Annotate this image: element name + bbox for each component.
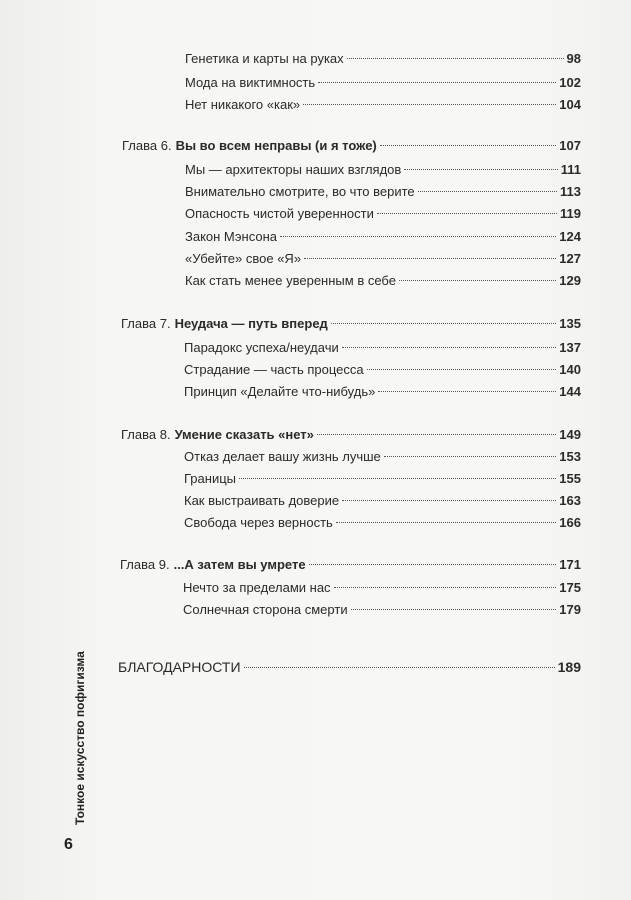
toc-entry-title: Страдание — часть процесса — [184, 362, 364, 377]
chapter-title: Вы во всем неправы (и я тоже) — [175, 138, 377, 153]
chapter-prefix: Глава 7. — [121, 316, 171, 331]
dot-leader — [244, 667, 555, 668]
chapter-title: Умение сказать «нет» — [174, 427, 314, 442]
toc-entry — [185, 205, 581, 223]
dot-leader — [347, 58, 564, 59]
toc-page-number: 127 — [559, 251, 581, 266]
toc-entry-title: Мода на виктимность — [185, 75, 316, 90]
toc-page-number: 149 — [559, 427, 581, 442]
back-matter-title: БЛАГОДАРНОСТИ — [118, 659, 241, 675]
toc-page-number: 102 — [559, 75, 581, 90]
dot-leader — [331, 323, 556, 324]
chapter-title: ...А затем вы умрете — [173, 557, 306, 572]
toc-entry — [185, 183, 581, 201]
toc-page-number: 124 — [559, 229, 581, 244]
dot-leader — [404, 169, 557, 170]
toc-entry — [184, 514, 581, 532]
dot-leader — [418, 191, 557, 192]
toc-entry-title: Нет никакого «как» — [185, 97, 301, 112]
dot-leader — [303, 104, 556, 105]
dot-leader — [384, 456, 557, 457]
toc-chapter-heading — [122, 137, 581, 155]
dot-leader — [380, 145, 557, 146]
toc-page-number: 163 — [559, 493, 581, 508]
toc-page-number: 104 — [559, 97, 581, 112]
running-head: Тонкое искусство пофигизма — [73, 651, 87, 825]
toc-entry-title: Отказ делает вашу жизнь лучше — [184, 449, 381, 464]
toc-entry — [184, 383, 581, 401]
dot-leader — [377, 213, 557, 214]
toc-page-number: 135 — [559, 316, 581, 331]
toc-entry-title: Закон Мэнсона — [185, 229, 278, 244]
dot-leader — [304, 258, 556, 259]
toc-entry — [184, 492, 581, 510]
toc-page-number: 113 — [560, 184, 581, 199]
toc-entry-title: Свобода через верность — [184, 515, 333, 530]
toc-page-number: 98 — [566, 51, 581, 66]
toc-page-number: 111 — [560, 162, 581, 177]
toc-entry — [185, 250, 581, 268]
chapter-prefix: Глава 8. — [121, 427, 171, 442]
dot-leader — [367, 369, 557, 370]
toc-page-number: 137 — [559, 340, 581, 355]
toc-page-number: 129 — [559, 273, 581, 288]
chapter-prefix: Глава 6. — [122, 138, 172, 153]
toc-entry-title: Генетика и карты на руках — [185, 51, 344, 66]
toc-page-number: 189 — [557, 659, 581, 675]
toc-chapter-heading — [120, 556, 581, 574]
toc-page-number: 166 — [559, 515, 581, 530]
toc-entry-title: Как выстраивать доверие — [184, 493, 340, 508]
toc-entry-title: Границы — [184, 471, 236, 486]
toc-entry-title: Опасность чистой уверенности — [185, 206, 374, 221]
dot-leader — [342, 500, 556, 501]
toc-entry — [185, 228, 581, 246]
chapter-prefix: Глава 9. — [120, 557, 170, 572]
toc-page-number: 119 — [560, 206, 581, 221]
toc-entry-title: Принцип «Делайте что-нибудь» — [184, 384, 376, 399]
dot-leader — [378, 391, 556, 392]
toc-entry — [184, 448, 581, 466]
toc-entry — [183, 579, 581, 597]
toc-entry — [184, 361, 581, 379]
dot-leader — [351, 609, 557, 610]
toc-entry — [185, 272, 581, 290]
dot-leader — [280, 236, 556, 237]
dot-leader — [342, 347, 557, 348]
toc-entry-title: Солнечная сторона смерти — [183, 602, 348, 617]
dot-leader — [309, 564, 557, 565]
dot-leader — [334, 587, 557, 588]
toc-entry — [185, 50, 581, 68]
toc-entry-title: «Убейте» свое «Я» — [185, 251, 302, 266]
chapter-title: Неудача — путь вперед — [174, 316, 328, 331]
dot-leader — [318, 82, 556, 83]
toc-page-number: 175 — [559, 580, 581, 595]
dot-leader — [336, 522, 556, 523]
toc-entry-title: Мы — архитекторы наших взглядов — [185, 162, 402, 177]
folio: 6 — [64, 836, 73, 853]
toc-back-matter — [118, 658, 581, 676]
toc-page-number: 153 — [559, 449, 581, 464]
toc-entry-title: Нечто за пределами нас — [183, 580, 331, 595]
dot-leader — [317, 434, 556, 435]
toc-entry — [184, 470, 581, 488]
toc-entry — [185, 96, 581, 114]
toc-entry — [184, 339, 581, 357]
toc-page-number: 179 — [559, 602, 581, 617]
toc-page-number: 144 — [559, 384, 581, 399]
toc-entry-title: Парадокс успеха/неудачи — [184, 340, 339, 355]
toc-entry — [185, 161, 581, 179]
dot-leader — [239, 478, 556, 479]
toc-chapter-heading — [121, 426, 581, 444]
toc-page-number: 107 — [559, 138, 581, 153]
toc-entry — [183, 601, 581, 619]
toc-chapter-heading — [121, 315, 581, 333]
toc-entry — [185, 74, 581, 92]
toc-page-number: 171 — [559, 557, 581, 572]
dot-leader — [399, 280, 556, 281]
toc-entry-title: Внимательно смотрите, во что верите — [185, 184, 415, 199]
toc-page-number: 155 — [559, 471, 581, 486]
toc-entry-title: Как стать менее уверенным в себе — [185, 273, 396, 288]
toc-page-number: 140 — [559, 362, 581, 377]
